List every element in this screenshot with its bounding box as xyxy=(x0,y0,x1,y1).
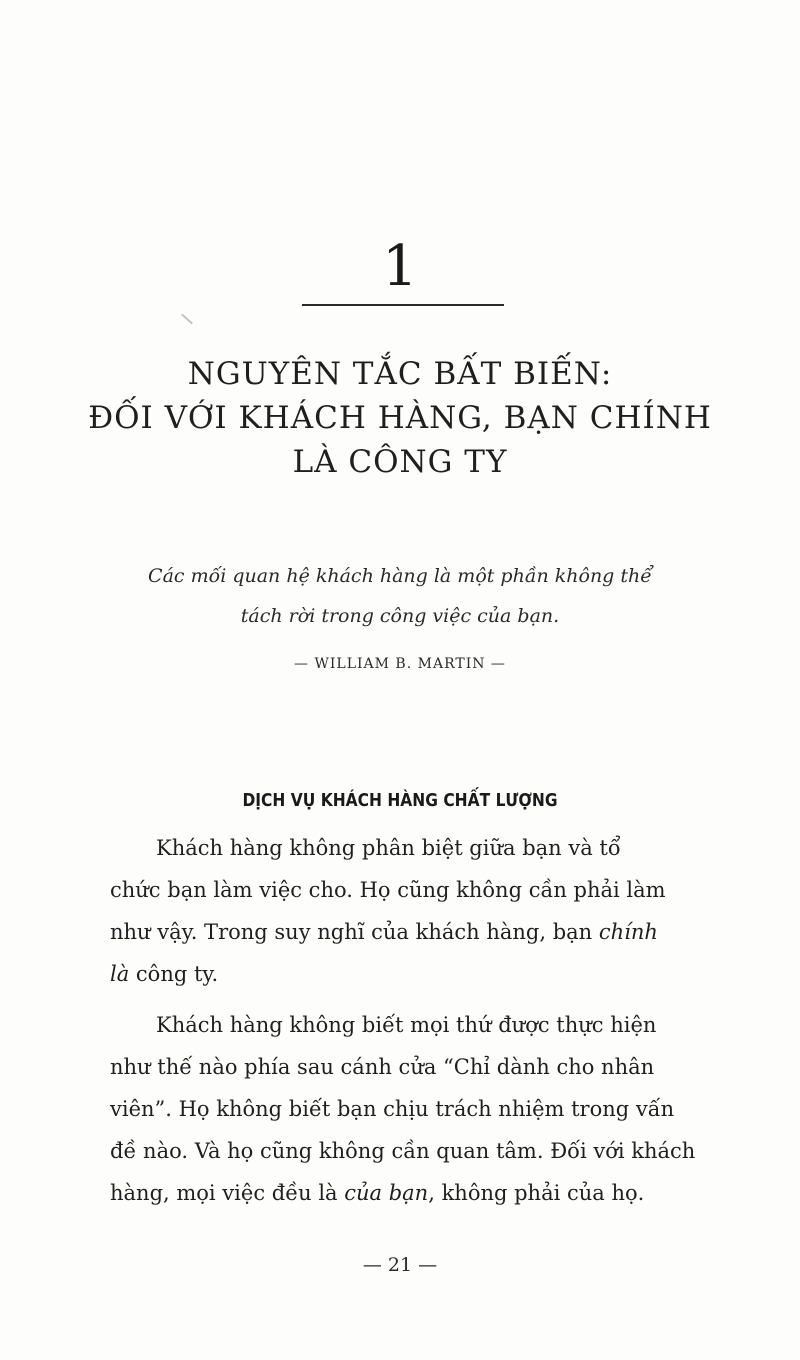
chapter-title-line: ĐỐI VỚI KHÁCH HÀNG, BẠN CHÍNH xyxy=(88,400,712,436)
epigraph-line: tách rời trong công việc của bạn. xyxy=(240,605,560,627)
body-paragraph xyxy=(110,827,706,995)
paragraph-line: chức bạn làm việc cho. Họ cũng không cần phải làm xyxy=(110,878,666,902)
emphasis-text: là xyxy=(110,962,130,986)
epigraph-line: Các mối quan hệ khách hàng là một phần không thể xyxy=(148,565,652,587)
paragraph-line: viên”. Họ không biết bạn chịu trách nhiệm trong vấn xyxy=(110,1097,675,1121)
epigraph-attribution: — WILLIAM B. MARTIN — xyxy=(294,656,506,672)
chapter-title xyxy=(60,352,740,484)
paragraph-line: đề nào. Và họ cũng không cần quan tâm. Đối với khách xyxy=(110,1139,696,1163)
body-paragraph xyxy=(110,1004,706,1214)
emphasis-text: chính xyxy=(598,920,658,944)
chapter-number: 1 xyxy=(382,234,418,299)
paragraph-line: là công ty. xyxy=(110,962,219,986)
paragraph-line: Khách hàng không phân biệt giữa bạn và tổ xyxy=(156,836,621,860)
section-heading: DỊCH VỤ KHÁCH HÀNG CHẤT LƯỢNG xyxy=(242,790,558,811)
page-number: — 21 — xyxy=(362,1254,438,1276)
emphasis-text: của bạn xyxy=(344,1181,429,1205)
chapter-divider xyxy=(302,304,504,306)
epigraph-quote xyxy=(60,556,740,636)
chapter-title-line: NGUYÊN TẮC BẤT BIẾN: xyxy=(187,356,613,392)
paragraph-line: như vậy. Trong suy nghĩ của khách hàng, bạn chính xyxy=(110,920,658,944)
paragraph-line: Khách hàng không biết mọi thứ được thực hiện xyxy=(156,1013,657,1037)
chapter-title-line: LÀ CÔNG TY xyxy=(292,444,508,480)
paragraph-line: hàng, mọi việc đều là của bạn, không phải của họ. xyxy=(110,1181,645,1205)
paragraph-line: như thế nào phía sau cánh cửa “Chỉ dành cho nhân xyxy=(110,1055,655,1079)
scan-artifact-mark xyxy=(181,314,193,325)
